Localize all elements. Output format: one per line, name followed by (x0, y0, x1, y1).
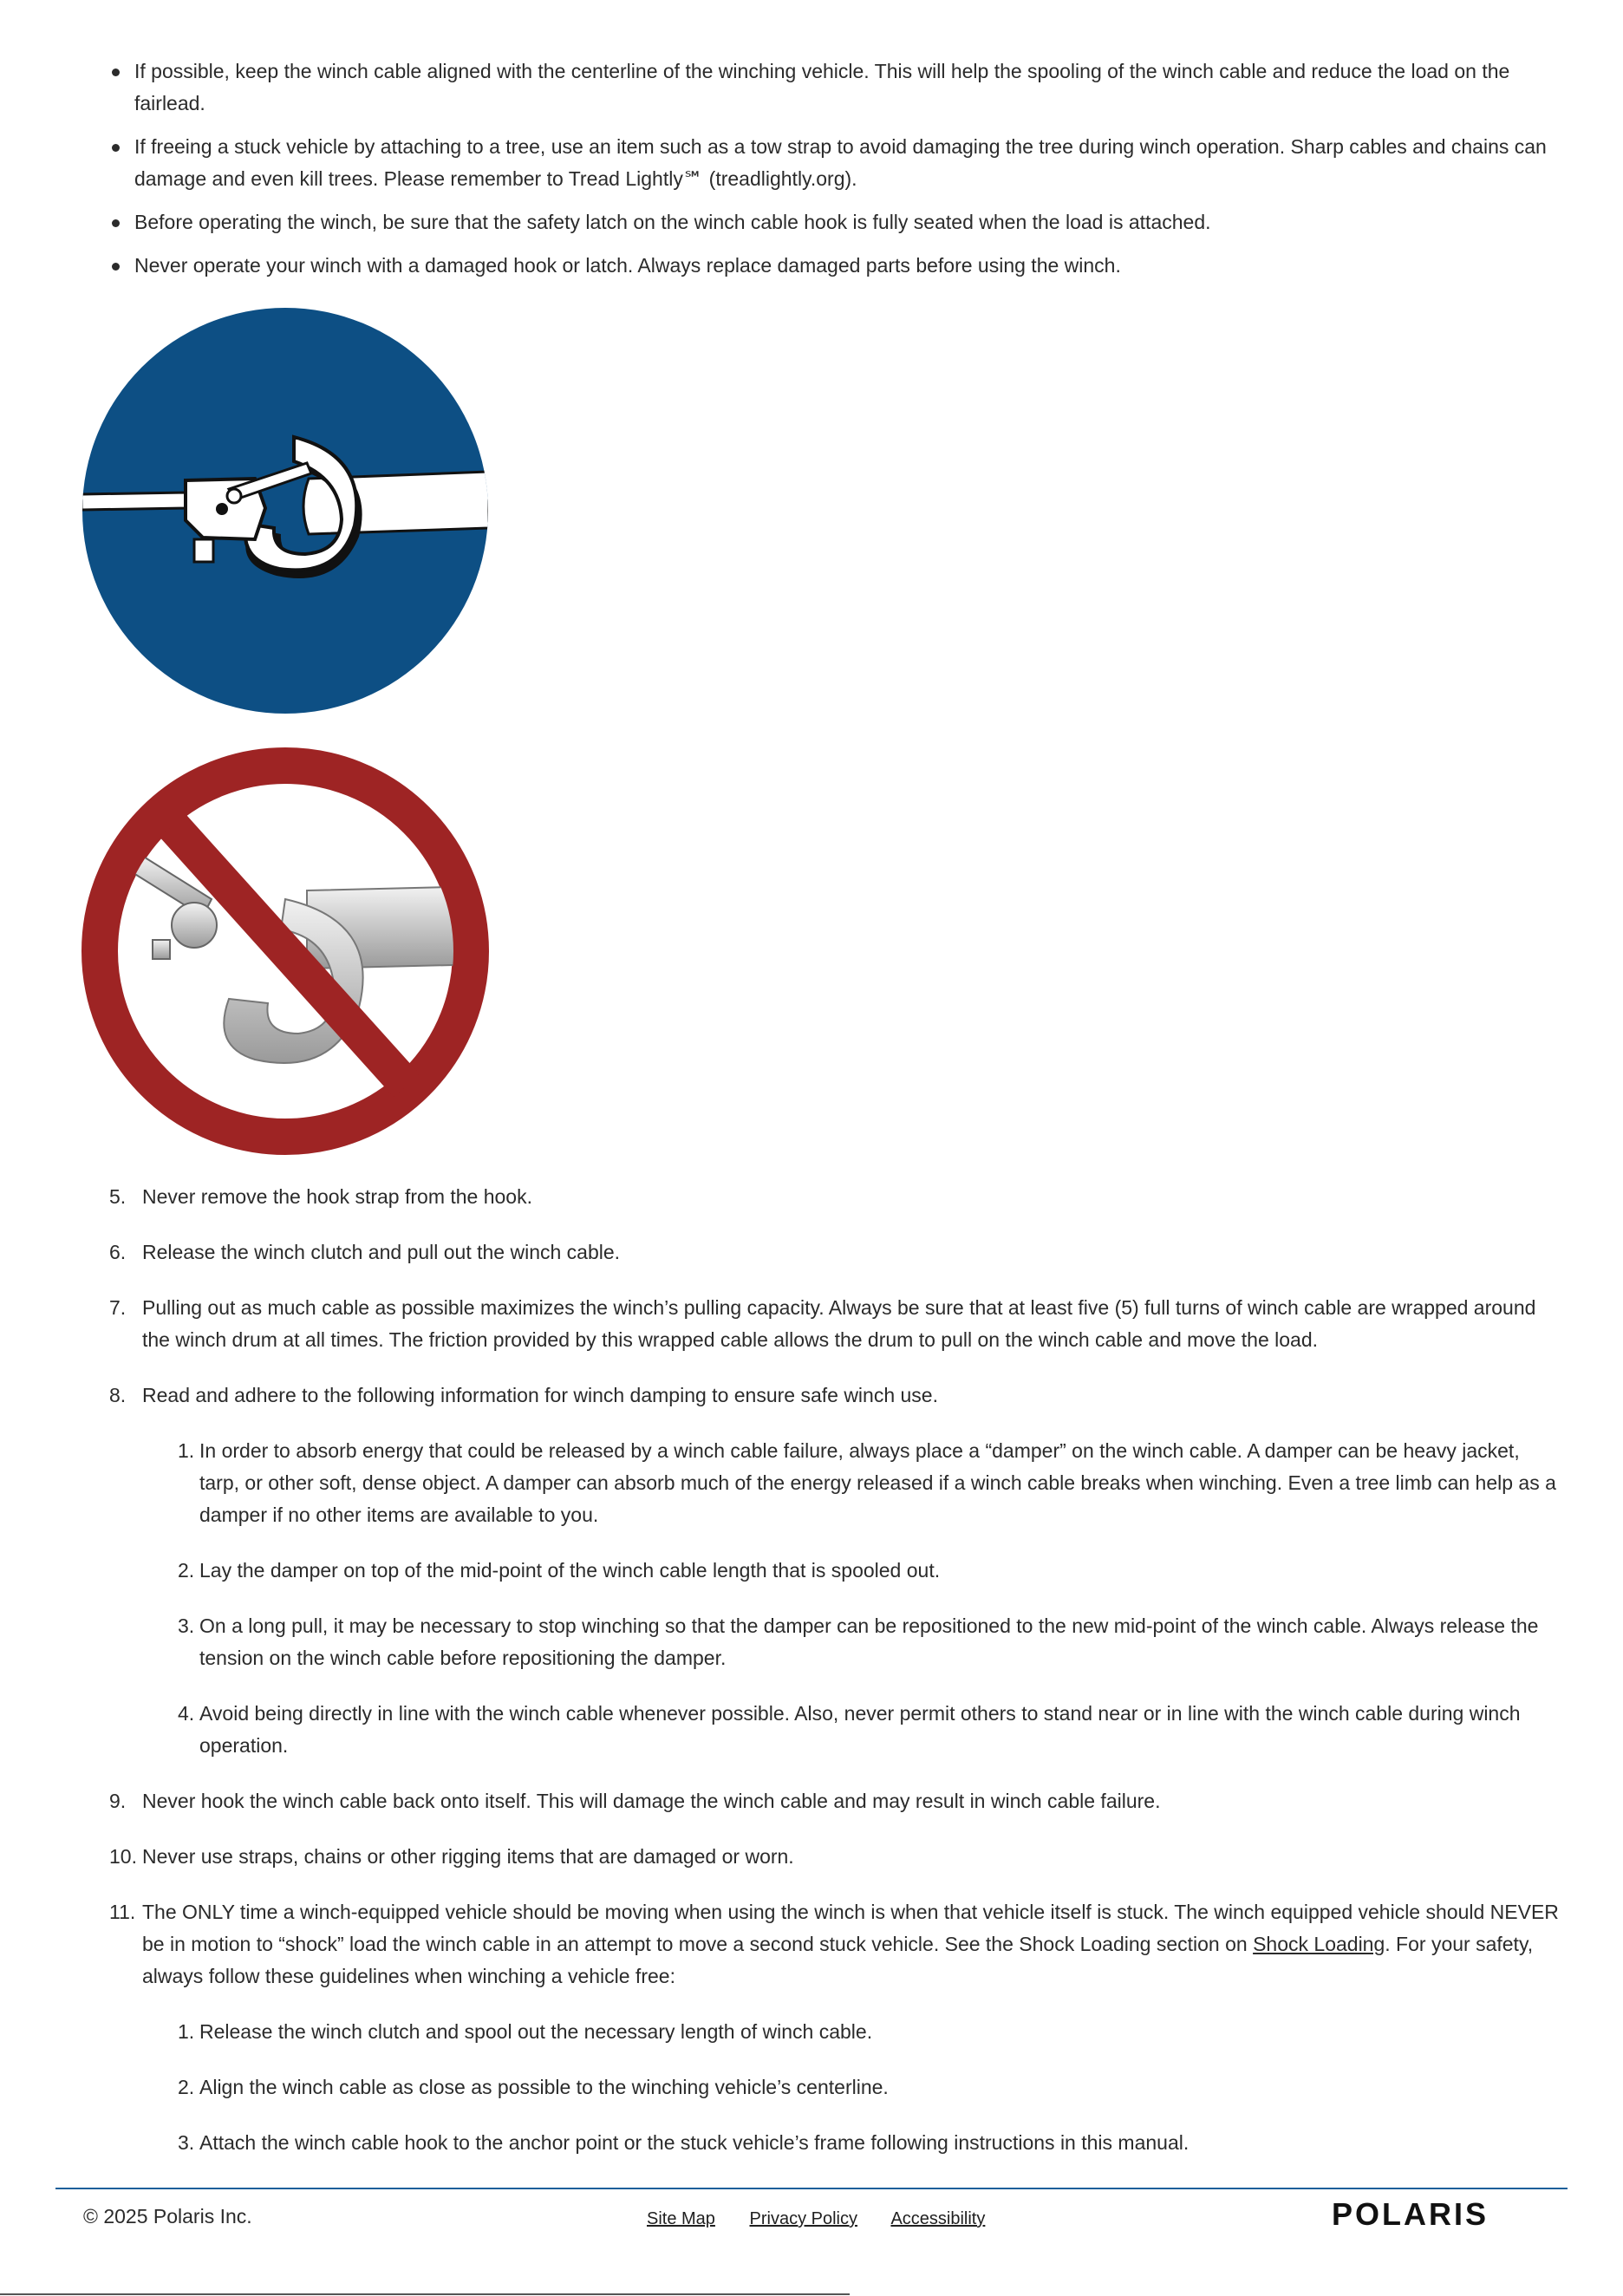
substep-number: 3. (178, 2131, 195, 2154)
substep-number: 3. (178, 1614, 195, 1637)
substep-item (142, 1435, 1561, 1531)
substep-number: 4. (178, 1702, 195, 1725)
step-item (0, 1292, 1564, 1356)
bullet-item: Before operating the winch, be sure that the safety latch on the winch cable hook is fully seated when the load is attached. (134, 206, 1565, 238)
step-number: 11. (109, 1901, 136, 1923)
substep-text: On a long pull, it may be necessary to stop winching so that the damper can be repositioned to the new mid-point of the winch cable. Always release the tension on the winch cable before repositioning the damper. (199, 1614, 1539, 1669)
bullet-item: Never operate your winch with a damaged hook or latch. Always replace damaged parts before using the winch. (134, 250, 1565, 282)
substep-text: In order to absorb energy that could be released by a winch cable failure, always place a “damper” on the winch cable. A damper can be heavy jacket, tarp, or other soft, dense object. A damper can absorb much of the energy released if a winch cable breaks when winching. Even a tree limb can help as a damper if no other items are available to you. (199, 1439, 1556, 1526)
damping-substep-list (142, 1435, 1564, 1762)
procedure-step-list (0, 1181, 1623, 2238)
substep-number: 1. (178, 1439, 195, 1462)
prohibited-hook-icon (81, 747, 489, 1155)
step-item (0, 1841, 1564, 1873)
footer-divider (55, 2188, 1568, 2189)
bullet-item: If possible, keep the winch cable aligned with the centerline of the winching vehicle. This will help the spooling of the winch cable and reduce the load on the fairlead. (134, 55, 1565, 120)
substep-text: Attach the winch cable hook to the anchor point or the stuck vehicle’s frame following instructions in this manual. (199, 2131, 1190, 2154)
substep-item (142, 1555, 1561, 1587)
step-text: Never remove the hook strap from the hook. (142, 1185, 532, 1208)
step-number: 9. (109, 1790, 127, 1812)
privacy-policy-link[interactable]: Privacy Policy (749, 2209, 857, 2228)
shock-loading-link[interactable]: Shock Loading (1253, 1933, 1385, 1955)
substep-number: 1. (178, 2020, 195, 2043)
footer-links (647, 2203, 1014, 2235)
logo-text: POLARIS (1332, 2198, 1489, 2229)
step-text: Pulling out as much cable as possible maximizes the winch’s pulling capacity. Always be sure that at least five (5) full turns of winch cable are wrapped around the winch drum at all times. The friction provided by this wrapped cable allows the drum to pull on the winch cable and move the load. (142, 1296, 1536, 1351)
step-text: Never hook the winch cable back onto itself. This will damage the winch cable and may result in winch cable failure. (142, 1790, 1161, 1812)
step-item (0, 1896, 1564, 2214)
step-text: Read and adhere to the following information for winch damping to ensure safe winch use. (142, 1384, 938, 1406)
step-number: 8. (109, 1384, 127, 1406)
polaris-logo[interactable] (1332, 2198, 1540, 2229)
substep-item (142, 2016, 1561, 2048)
step-item (0, 1380, 1564, 1762)
bullet-item: If freeing a stuck vehicle by attaching to a tree, use an item such as a tow strap to avoid damaging the tree during winch operation. Sharp cables and chains can damage and even kill trees. Please remember to Tread Lightly℠ (treadlightly.org). (134, 131, 1565, 195)
safety-bullet-list (134, 55, 1565, 293)
substep-item (142, 1698, 1561, 1762)
substep-number: 2. (178, 2076, 195, 2098)
step-text: Release the winch clutch and pull out the winch cable. (142, 1241, 621, 1263)
step-text-after: . For your safety, always follow these guidelines when winching a vehicle free: (142, 1933, 1534, 1987)
substep-item (142, 1610, 1561, 1674)
copyright-text: © 2025 Polaris Inc. (83, 2205, 252, 2228)
substep-number: 2. (178, 1559, 195, 1582)
step-number: 5. (109, 1185, 127, 1208)
substep-text: Align the winch cable as close as possible to the winching vehicle’s centerline. (199, 2076, 889, 2098)
winching-free-substep-list (142, 2016, 1564, 2214)
hook-with-latch-icon (81, 307, 489, 714)
site-map-link[interactable]: Site Map (647, 2209, 715, 2228)
accessibility-link[interactable]: Accessibility (890, 2209, 986, 2228)
step-item (0, 1181, 1564, 1213)
page-footer (0, 2188, 1623, 2240)
substep-text: Avoid being directly in line with the winch cable whenever possible. Also, never permit others to stand near or in line with the winch cable during winch operation. (199, 1702, 1521, 1757)
step-number: 7. (109, 1296, 127, 1319)
step-text-before: The ONLY time a winch-equipped vehicle should be moving when using the winch is when that vehicle itself is stuck. The winch equipped vehicle should NEVER be in motion to “shock” load the winch cable in an attempt to move a second stuck vehicle. See the Shock Loading section on (142, 1901, 1559, 1955)
step-item (0, 1236, 1564, 1269)
step-text: Never use straps, chains or other rigging items that are damaged or worn. (142, 1845, 794, 1868)
bottom-divider (0, 2293, 850, 2295)
step-number: 6. (109, 1241, 127, 1263)
step-item (0, 1785, 1564, 1817)
step-number: 10. (109, 1845, 137, 1868)
substep-text: Release the winch clutch and spool out the necessary length of winch cable. (199, 2020, 873, 2043)
substep-text: Lay the damper on top of the mid-point of the winch cable length that is spooled out. (199, 1559, 941, 1582)
substep-item (142, 2071, 1561, 2104)
substep-item (142, 2127, 1561, 2159)
